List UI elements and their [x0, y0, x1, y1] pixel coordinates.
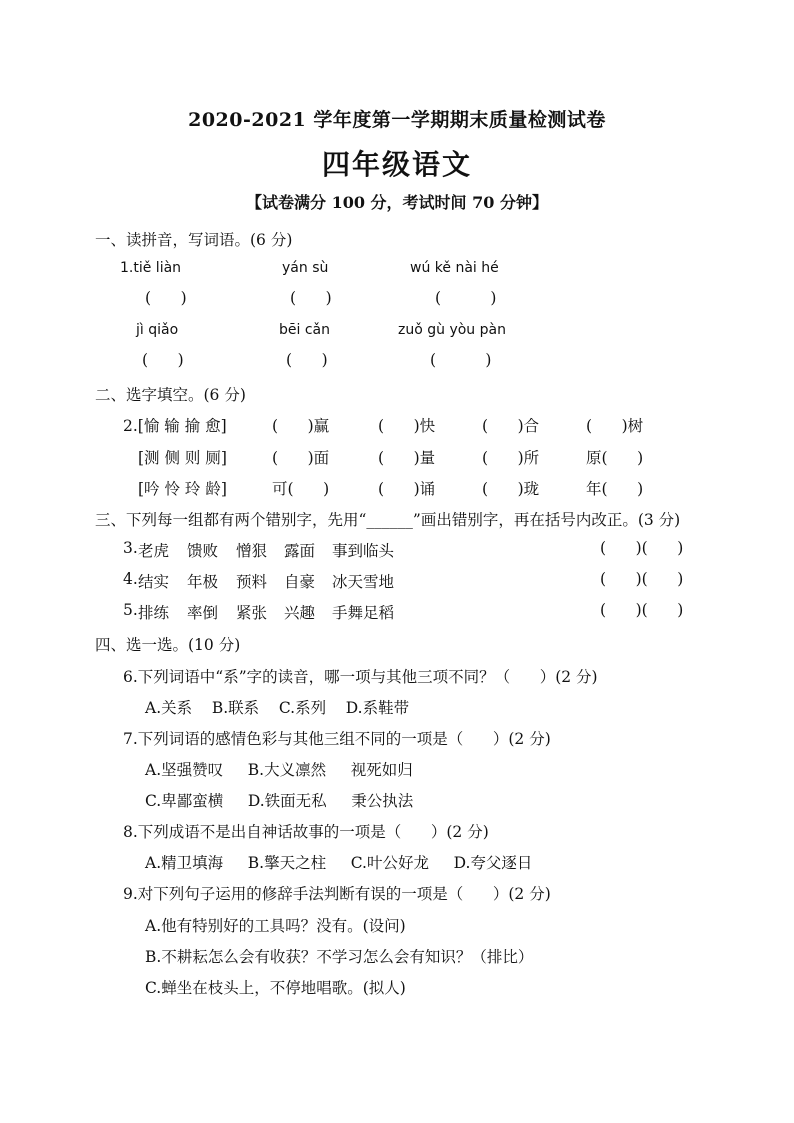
answer-blank[interactable]: ( ) [290, 289, 332, 307]
fill-item[interactable]: ( )合 [482, 417, 540, 435]
fill-item[interactable]: ( )所 [482, 449, 540, 467]
item-number: 4. [123, 570, 138, 588]
answer-blank[interactable]: ( ) [435, 289, 497, 307]
word[interactable]: 紧张 [236, 604, 268, 622]
question-6: 6.下列词语中“系”字的读音，哪一项与其他三项不同？（ ）(2 分) [123, 668, 598, 686]
char-group-2: [测 侧 则 厕] [138, 449, 227, 467]
word[interactable]: 憎狠 [236, 542, 268, 560]
fill-item[interactable]: ( )珑 [482, 480, 540, 498]
word[interactable]: 老虎 [138, 542, 170, 560]
options-7-ab[interactable]: A.坚强赞叹 B.大义凛然 视死如归 [145, 761, 413, 779]
word[interactable]: 自豪 [284, 573, 316, 591]
option-9a[interactable]: A.他有特别好的工具吗？没有。(设问) [145, 917, 406, 935]
pinyin-4: jì qiǎo [136, 322, 179, 338]
fill-item[interactable]: ( )面 [272, 449, 330, 467]
word[interactable]: 手舞足稻 [332, 604, 395, 622]
answer-blank[interactable]: ( ) [430, 351, 492, 369]
answer-blank[interactable]: ( ) [142, 351, 184, 369]
word[interactable]: 预料 [236, 573, 268, 591]
question-8: 8.下列成语不是出自神话故事的一项是（ ）(2 分) [123, 823, 489, 841]
exam-title: 2020-2021 学年度第一学期期末质量检测试卷 [188, 109, 606, 131]
section1-heading: 一、读拼音，写词语。(6 分) [95, 231, 293, 249]
options-6[interactable]: A.关系 B.联系 C.系列 D.系鞋带 [145, 699, 410, 717]
pinyin-6: zuǒ gù yòu pàn [398, 322, 506, 338]
char-group-1: 2.[愉 输 揄 愈] [123, 417, 227, 435]
word[interactable]: 事到临头 [332, 542, 395, 560]
fill-item[interactable]: 年( ) [586, 480, 644, 498]
word[interactable]: 率倒 [187, 604, 219, 622]
options-7-cd[interactable]: C.卑鄙蛮横 D.铁面无私 秉公执法 [145, 792, 414, 810]
fill-item[interactable]: 原( ) [586, 449, 644, 467]
fill-item[interactable]: ( )快 [378, 417, 436, 435]
correction-blanks[interactable]: ( )( ) [600, 539, 684, 557]
fill-item[interactable]: ( )树 [586, 417, 644, 435]
section4-heading: 四、选一选。(10 分) [95, 636, 241, 654]
word[interactable]: 排练 [138, 604, 170, 622]
item-number: 5. [123, 601, 138, 619]
section3-heading: 三、下列每一组都有两个错别字，先用“______”画出错别字，再在括号内改正。(3 分) [95, 511, 681, 529]
pinyin-3: wú kě nài hé [410, 260, 499, 276]
word[interactable]: 年极 [187, 573, 219, 591]
section2-heading: 二、选字填空。(6 分) [95, 386, 246, 404]
word[interactable]: 露面 [284, 542, 316, 560]
pinyin-2: yán sù [282, 260, 329, 276]
exam-note: 【试卷满分 100 分，考试时间 70 分钟】 [246, 193, 548, 212]
option-9c[interactable]: C.蝉坐在枝头上，不停地唱歌。(拟人) [145, 979, 406, 997]
question-7: 7.下列词语的感情色彩与其他三组不同的一项是（ ）(2 分) [123, 730, 551, 748]
answer-blank[interactable]: ( ) [145, 289, 187, 307]
option-9b[interactable]: B.不耕耘怎么会有收获？不学习怎么会有知识？（排比） [145, 948, 534, 966]
fill-item[interactable]: ( )赢 [272, 417, 330, 435]
correction-blanks[interactable]: ( )( ) [600, 601, 684, 619]
pinyin-1: 1.tiě liàn [120, 260, 182, 276]
options-8[interactable]: A.精卫填海 B.擎天之柱 C.叶公好龙 D.夸父逐日 [145, 854, 533, 872]
subject-title: 四年级语文 [321, 148, 472, 181]
pinyin-5: bēi cǎn [279, 322, 330, 338]
fill-item[interactable]: 可( ) [272, 480, 330, 498]
word[interactable]: 兴趣 [284, 604, 316, 622]
word[interactable]: 结实 [138, 573, 170, 591]
item-number: 3. [123, 539, 138, 557]
answer-blank[interactable]: ( ) [286, 351, 328, 369]
fill-item[interactable]: ( )量 [378, 449, 436, 467]
word[interactable]: 冰天雪地 [332, 573, 395, 591]
char-group-3: [吟 怜 玲 龄] [138, 480, 227, 498]
question-9: 9.对下列句子运用的修辞手法判断有误的一项是（ ）(2 分) [123, 885, 551, 903]
correction-blanks[interactable]: ( )( ) [600, 570, 684, 588]
fill-item[interactable]: ( )诵 [378, 480, 436, 498]
word[interactable]: 馈败 [187, 542, 219, 560]
